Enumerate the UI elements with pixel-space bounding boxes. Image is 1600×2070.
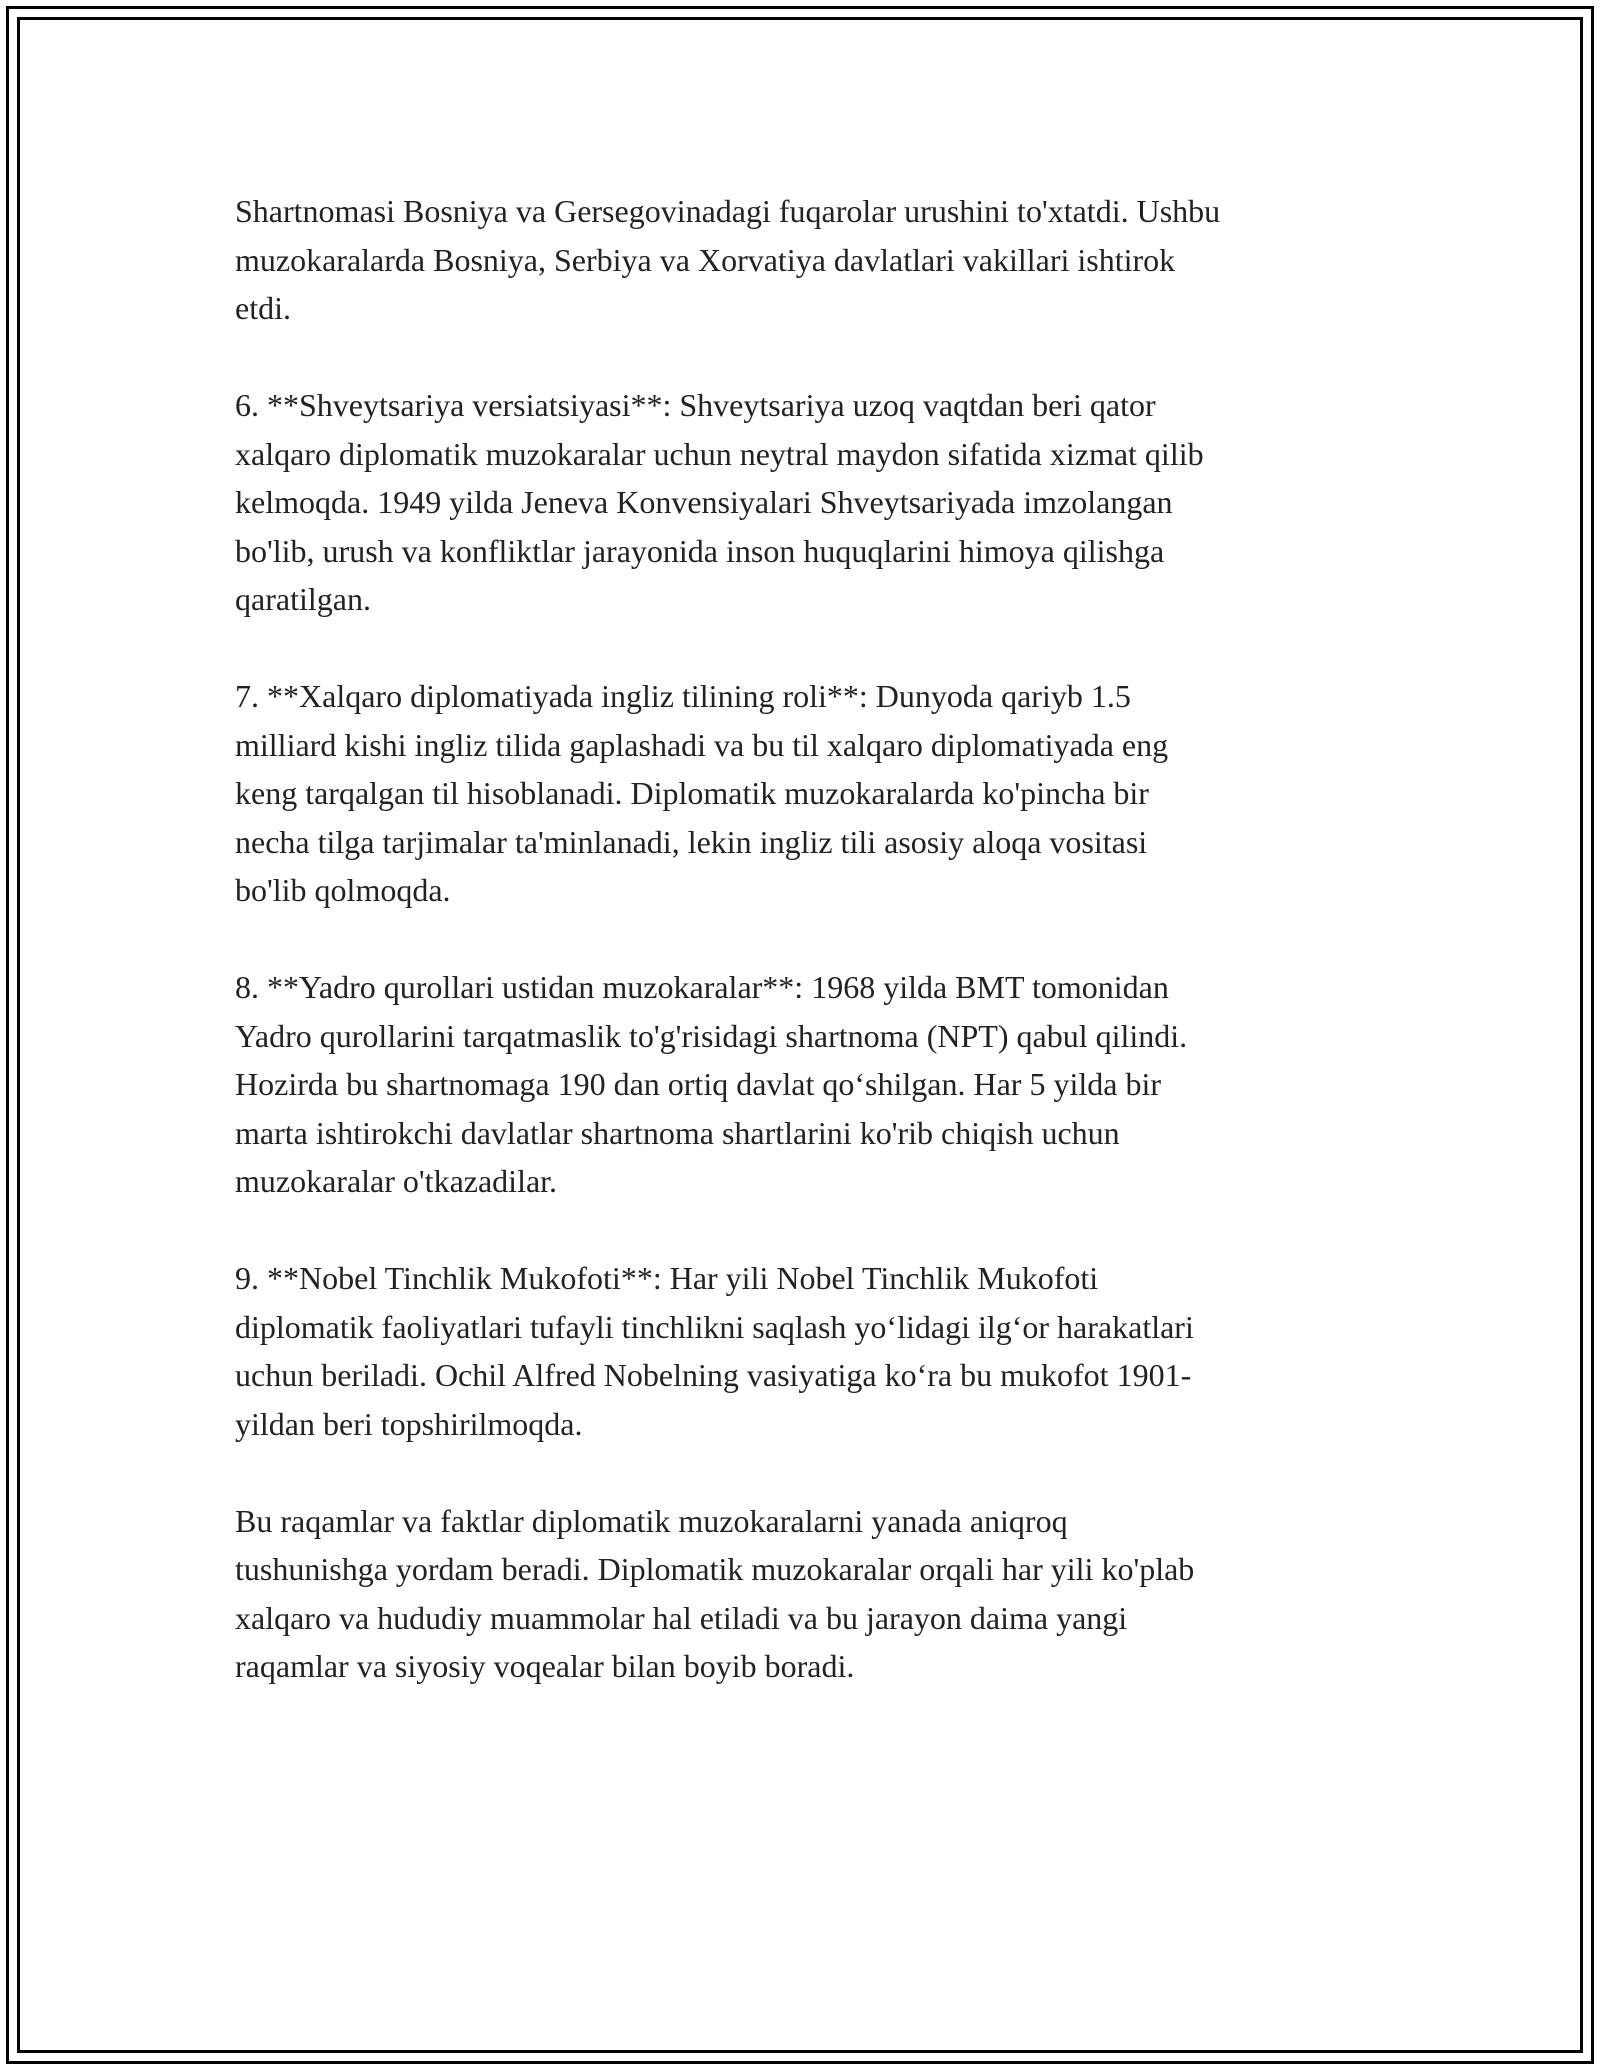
paragraph-item-7-english: 7. **Xalqaro diplomatiyada ingliz tilining roli**: Dunyoda qariyb 1.5 milliard kishi ingliz tilida gaplashadi va bu til xalqaro diplomatiyada eng keng tarqalgan til hisoblanadi. Diplomatik muzokaralarda ko'pincha bir necha tilga tarjimalar ta'minlanadi, lekin ingliz tili asosiy aloqa vositasi bo'lib qolmoqda. (235, 678, 1169, 908)
paragraph-item-6-switzerland: 6. **Shveytsariya versiatsiyasi**: Shveytsariya uzoq vaqtdan beri qator xalqaro diplomatik muzokaralar uchun neytral maydon sifatida xizmat qilib kelmoqda. 1949 yilda Jeneva Konvensiyalari Shveytsariyada imzolangan bo'lib, urush va konfliktlar jarayonida inson huquqlarini himoya qilishga qaratilgan. (235, 387, 1204, 617)
document-body (235, 187, 1365, 1739)
paragraph-dayton-continuation: Shartnomasi Bosniya va Gersegovinadagi fuqarolar urushini to'xtatdi. Ushbu muzokaralarda Bosniya, Serbiya va Xorvatiya davlatlari vakillari ishtirok etdi. (235, 193, 1221, 326)
paragraph-item-9-nobel: 9. **Nobel Tinchlik Mukofoti**: Har yili Nobel Tinchlik Mukofoti diplomatik faoliyatlari tufayli tinchlikni saqlash yo‘lidagi ilg‘or harakatlari uchun beriladi. Ochil Alfred Nobelning vasiyatiga ko‘ra bu mukofot 1901- yildan beri topshirilmoqda. (235, 1260, 1194, 1442)
paragraph-item-8-nuclear: 8. **Yadro qurollari ustidan muzokaralar**: 1968 yilda BMT tomonidan Yadro qurollarini tarqatmaslik to'g'risidagi shartnoma (NPT) qabul qilindi. Hozirda bu shartnomaga 190 dan ortiq davlat qo‘shilgan. Har 5 yilda bir marta ishtirokchi davlatlar shartnoma shartlarini ko'rib chiqish uchun muzokaralar o'tkazadilar. (235, 969, 1188, 1199)
paragraph-conclusion: Bu raqamlar va faktlar diplomatik muzokaralarni yanada aniqroq tushunishga yordam beradi. Diplomatik muzokaralar orqali har yili ko'plab xalqaro va hududiy muammolar hal etiladi va bu jarayon daima yangi raqamlar va siyosiy voqealar bilan boyib boradi. (235, 1502, 1195, 1684)
